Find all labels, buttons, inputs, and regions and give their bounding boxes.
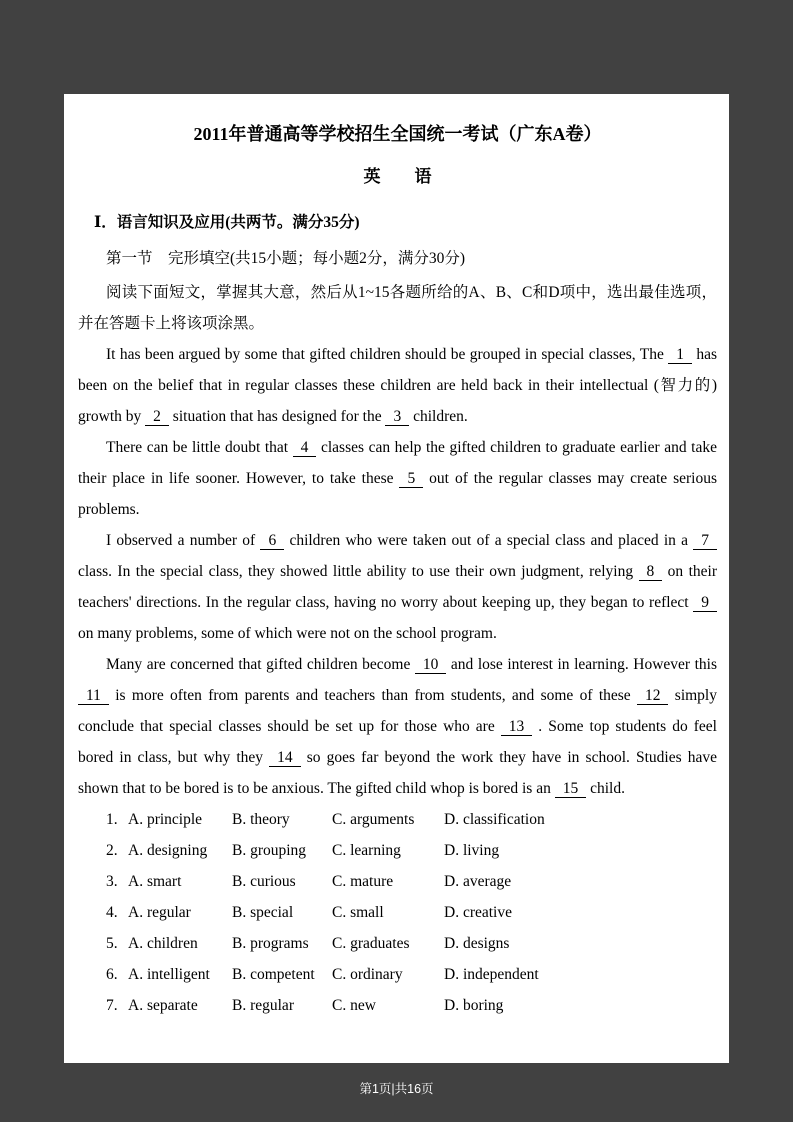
cloze-blank: 9 [693, 594, 717, 612]
choice-option: D. designs [444, 935, 510, 952]
question-number: 1. [106, 811, 118, 828]
choice-option: A. regular [128, 904, 191, 921]
cloze-blank: 4 [293, 439, 317, 457]
choice-option: D. average [444, 873, 512, 890]
passage-paragraph: I observed a number of 6 children who were taken out of a special class and placed in a 7 class. In the special class, they showed little ability to use their own judgment, relying 8 on their teachers' directions. In the regular class, having no worry about keeping up, they began to reflect 9 on many problems, some of which were not on the school program. [78, 532, 718, 642]
cloze-blank: 10 [415, 656, 447, 674]
options-list [78, 804, 717, 1021]
cloze-blank: 3 [385, 408, 409, 426]
option-row [106, 928, 717, 959]
choice-option: C. ordinary [332, 966, 403, 983]
cloze-blank: 2 [145, 408, 169, 426]
choice-option: D. boring [444, 997, 504, 1014]
option-row [106, 835, 717, 866]
cloze-blank: 6 [260, 532, 284, 550]
choice-option: C. new [332, 997, 376, 1014]
part-heading: 第一节 完形填空(共15小题；每小题2分，满分30分) [106, 250, 466, 267]
choice-option: B. programs [232, 935, 309, 952]
choice-option: C. small [332, 904, 384, 921]
cloze-blank: 1 [668, 346, 692, 364]
document-title: 2011年普通高等学校招生全国统一考试（广东A卷） [193, 124, 602, 144]
cloze-blank: 13 [501, 718, 533, 736]
passage-paragraph: There can be little doubt that 4 classes can help the gifted children to graduate earlier and take their place in life sooner. However, to take these 5 out of the regular classes may create serious problems. [78, 439, 717, 518]
question-number: 2. [106, 842, 118, 859]
choice-option: B. grouping [232, 842, 307, 859]
choice-option: B. curious [232, 873, 296, 890]
choice-option: B. theory [232, 811, 290, 828]
choice-option: C. learning [332, 842, 401, 859]
cloze-blank: 7 [693, 532, 717, 550]
option-row [106, 959, 717, 990]
cloze-passage [78, 339, 717, 804]
choice-option: A. designing [128, 842, 208, 859]
cloze-blank: 12 [637, 687, 669, 705]
cloze-blank: 5 [399, 470, 423, 488]
document-page [64, 94, 729, 1063]
subject-title: 英 语 [363, 167, 432, 186]
instructions-text: 阅读下面短文，掌握其大意，然后从1~15各题所给的A、B、C和D项中，选出最佳选项，并在答题卡上将该项涂黑。 [78, 284, 717, 332]
question-number: 5. [106, 935, 118, 952]
cloze-blank: 15 [555, 780, 587, 798]
option-row [106, 990, 717, 1021]
choice-option: A. children [128, 935, 198, 952]
option-row [106, 897, 717, 928]
passage-paragraph: Many are concerned that gifted children become 10 and lose interest in learning. However this 11 is more often from parents and teachers than from students, and some of these 12 simply conclude that special classes should be set up for those who are 13 . Some top students do feel bored in class, but why they 14 so goes far beyond the work they have in school. Studies have shown that to be bored is to be anxious. The gifted child whop is bored is an 15 child. [78, 656, 717, 797]
page-number-footer: 第1页|共16页 [359, 1082, 434, 1096]
choice-option: C. arguments [332, 811, 415, 828]
choice-option: B. competent [232, 966, 315, 983]
question-number: 6. [106, 966, 118, 983]
choice-option: A. principle [128, 811, 203, 828]
question-number: 4. [106, 904, 118, 921]
choice-option: B. special [232, 904, 294, 921]
choice-option: D. classification [444, 811, 545, 828]
choice-option: D. independent [444, 966, 539, 983]
choice-option: D. creative [444, 904, 512, 921]
cloze-blank: 14 [269, 749, 301, 767]
choice-option: D. living [444, 842, 500, 859]
choice-option: C. mature [332, 873, 394, 890]
question-number: 7. [106, 997, 118, 1014]
choice-option: A. smart [128, 873, 182, 890]
option-row [106, 804, 717, 835]
question-number: 3. [106, 873, 118, 890]
choice-option: C. graduates [332, 935, 410, 952]
cloze-blank: 11 [78, 687, 109, 705]
choice-option: B. regular [232, 997, 294, 1014]
cloze-blank: 8 [639, 563, 663, 581]
option-row [106, 866, 717, 897]
section-heading: Ⅰ．语言知识及应用(共两节。满分35分) [94, 214, 360, 231]
choice-option: A. separate [128, 997, 198, 1014]
passage-paragraph: It has been argued by some that gifted children should be grouped in special classes, The 1 has been on the belief that in regular classes these children are held back in their intellectual (智力的) growth by 2 situation that has designed for the 3 children. [78, 346, 717, 425]
choice-option: A. intelligent [128, 966, 210, 983]
